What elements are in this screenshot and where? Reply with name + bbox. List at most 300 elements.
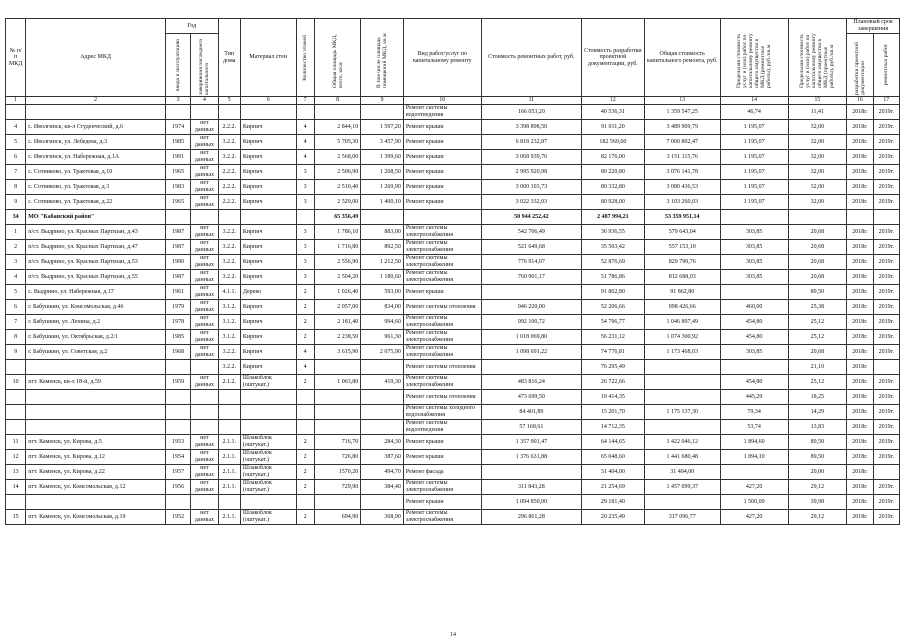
table-cell: 1985	[165, 330, 190, 345]
table-cell: 2.1.1.	[218, 510, 240, 525]
table-cell: 2018г.	[847, 495, 873, 510]
table-cell: Ремонт системы электроснабжения	[403, 345, 481, 360]
table-cell	[314, 360, 361, 375]
table-cell	[847, 210, 873, 225]
table-cell: Шлакоблок (оштукат.)	[240, 435, 296, 450]
table-cell: Дерево	[240, 285, 296, 300]
table-cell	[165, 105, 190, 120]
table-cell	[191, 495, 218, 510]
table-row	[6, 510, 900, 525]
table-cell: г. Бабушкин, ул. Советская, д.2	[26, 345, 166, 360]
table-cell: Ремонт фасада	[403, 465, 481, 480]
header-num: № п/п МКД	[6, 19, 26, 97]
table-cell	[296, 495, 314, 510]
table-cell: нет данных	[191, 480, 218, 495]
column-number: 4	[191, 97, 218, 105]
table-cell: 1968	[165, 345, 190, 360]
table-cell: 2	[296, 285, 314, 300]
table-cell	[191, 210, 218, 225]
table-cell: 2 506,90	[314, 165, 361, 180]
table-cell: 2019г.	[873, 330, 899, 345]
table-cell: 2.2.2.	[218, 195, 240, 210]
table-cell: нет данных	[191, 375, 218, 390]
column-number: 13	[644, 97, 720, 105]
table-cell: 387,60	[361, 450, 404, 465]
table-cell: 303,85	[720, 225, 788, 240]
table-cell: 32,00	[788, 165, 847, 180]
table-cell	[6, 360, 26, 375]
table-cell: нет данных	[191, 165, 218, 180]
table-cell: 1 195,07	[720, 120, 788, 135]
table-cell: 21,10	[788, 360, 847, 375]
table-cell	[240, 495, 296, 510]
table-cell: нет данных	[191, 180, 218, 195]
table-cell: 2019г.	[873, 435, 899, 450]
table-cell: 2019г.	[873, 120, 899, 135]
table-cell: 2 181,40	[314, 315, 361, 330]
table-cell: Ремонт системы электроснабжения	[403, 375, 481, 390]
table-cell: 82 176,00	[581, 150, 644, 165]
table-cell: 726,80	[314, 450, 361, 465]
column-number-row	[6, 97, 900, 105]
table-cell: 2 529,00	[314, 195, 361, 210]
table-cell: 26 722,66	[581, 375, 644, 390]
table-cell: 20,68	[788, 345, 847, 360]
table-cell: 89,50	[788, 435, 847, 450]
table-cell	[6, 420, 26, 435]
table-cell: 2019г.	[873, 255, 899, 270]
table-cell: 542 706,49	[481, 225, 581, 240]
table-cell	[644, 390, 720, 405]
table-cell	[361, 360, 404, 375]
table-cell: 2018г.	[847, 450, 873, 465]
table-row	[6, 150, 900, 165]
table-cell: Ремонт крыши	[403, 180, 481, 195]
table-cell	[361, 495, 404, 510]
table-cell: 21 254,69	[581, 480, 644, 495]
table-cell: 2 844,10	[314, 120, 361, 135]
table-cell: 1 026,40	[314, 285, 361, 300]
table-cell: 3.2.2.	[218, 150, 240, 165]
table-cell: 91 011,20	[581, 120, 644, 135]
column-number: 17	[873, 97, 899, 105]
table-cell: 25,12	[788, 315, 847, 330]
table-cell: 3.2.2.	[218, 255, 240, 270]
table-cell: 3.1.2.	[218, 330, 240, 345]
column-number: 7	[296, 97, 314, 105]
table-cell: 1956	[165, 480, 190, 495]
table-cell: 2 510,40	[314, 180, 361, 195]
table-cell: 454,80	[720, 315, 788, 330]
table-cell: г. Бабушкин, ул. Комсомольская, д.46	[26, 300, 166, 315]
table-cell	[6, 405, 26, 420]
table-cell: 1 457 099,37	[644, 480, 720, 495]
table-cell: 946 220,00	[481, 300, 581, 315]
table-cell: 2018г.	[847, 240, 873, 255]
table-cell: 2018г.	[847, 345, 873, 360]
header-year-build: ввода в эксплуатацию	[165, 34, 190, 97]
table-cell: 4	[6, 270, 26, 285]
table-cell: 1 074 300,92	[644, 330, 720, 345]
table-cell: 14 712,35	[581, 420, 644, 435]
table-cell	[218, 405, 240, 420]
table-cell: Ремонт системы холодного водоснабжения	[403, 405, 481, 420]
table-cell	[403, 210, 481, 225]
table-body	[6, 105, 900, 525]
table-cell: 4	[296, 345, 314, 360]
table-cell: 1 786,10	[314, 225, 361, 240]
table-cell: 89,50	[788, 285, 847, 300]
table-cell	[314, 420, 361, 435]
document-sheet	[5, 18, 900, 525]
table-cell: 1952	[165, 510, 190, 525]
table-cell	[218, 390, 240, 405]
table-cell: нет данных	[191, 435, 218, 450]
table-cell	[165, 390, 190, 405]
table-cell: 1965	[165, 195, 190, 210]
table-cell: 2	[296, 465, 314, 480]
table-cell: 9	[6, 195, 26, 210]
table-cell: Шлакоблок (оштукат.)	[240, 375, 296, 390]
table-cell: 25,12	[788, 330, 847, 345]
table-cell: 11	[6, 435, 26, 450]
table-cell: 8	[6, 180, 26, 195]
table-cell: 18,25	[788, 390, 847, 405]
table-cell: 2	[296, 435, 314, 450]
table-cell	[6, 390, 26, 405]
table-cell: 812 688,03	[644, 270, 720, 285]
table-cell: 3	[296, 240, 314, 255]
table-cell: 34	[6, 210, 26, 225]
table-cell: Кирпич	[240, 120, 296, 135]
table-cell	[720, 285, 788, 300]
table-cell: 1991	[165, 150, 190, 165]
table-cell: 9	[6, 345, 26, 360]
table-cell: 84 401,89	[481, 405, 581, 420]
table-cell	[218, 105, 240, 120]
table-cell: 317 096,77	[644, 510, 720, 525]
table-cell	[644, 375, 720, 390]
table-row	[6, 105, 900, 120]
table-row	[6, 450, 900, 465]
table-row	[6, 195, 900, 210]
table-cell: 6	[6, 300, 26, 315]
table-cell: 50 944 252,42	[481, 210, 581, 225]
table-cell: Шлакоблок (оштукат.)	[240, 480, 296, 495]
table-cell: 1974	[165, 120, 190, 135]
table-cell: 834,00	[361, 300, 404, 315]
table-cell: 1 046 897,49	[644, 315, 720, 330]
table-cell: Ремонт системы электроснабжения	[403, 315, 481, 330]
table-row	[6, 315, 900, 330]
table-cell: 2019г.	[873, 270, 899, 285]
table-cell: 2019г.	[873, 195, 899, 210]
table-cell: 1978	[165, 315, 190, 330]
table-cell: 3 489 909,79	[644, 120, 720, 135]
table-cell	[481, 465, 581, 480]
table-cell: 2019г.	[873, 480, 899, 495]
table-cell: 694,90	[314, 510, 361, 525]
table-cell: пгт. Каменск, кв-л 18-й, д.59	[26, 375, 166, 390]
table-cell: 284,30	[361, 435, 404, 450]
column-number: 15	[788, 97, 847, 105]
table-cell: Ремонт системы отопления	[403, 360, 481, 375]
table-cell: 2019г.	[873, 150, 899, 165]
table-cell: 2019г.	[873, 300, 899, 315]
table-cell	[314, 495, 361, 510]
table-cell: 2.1.1.	[218, 480, 240, 495]
table-cell: 5 705,30	[314, 135, 361, 150]
table-cell: 166 053,20	[481, 105, 581, 120]
table-cell	[218, 210, 240, 225]
table-cell: п/ст. Выдрино, ул. Красных Партизан, д.53	[26, 255, 166, 270]
table-cell: 32,00	[788, 150, 847, 165]
table-cell: 80 332,80	[581, 180, 644, 195]
table-cell: 2019г.	[873, 495, 899, 510]
table-cell: с. Иволгинск, ул. Лебедева, д.3	[26, 135, 166, 150]
table-cell: с. Иволгинск, ул. Набережная, д.1А	[26, 150, 166, 165]
column-number: 11	[481, 97, 581, 105]
table-cell: пгт. Каменск, ул. Комсомольская, д.19	[26, 510, 166, 525]
table-cell: 3 076 141,78	[644, 165, 720, 180]
table-cell: 1987	[165, 240, 190, 255]
table-cell: 883,00	[361, 225, 404, 240]
table-cell: Кирпич	[240, 255, 296, 270]
table-cell: 3	[6, 255, 26, 270]
table-cell: 2019г.	[873, 135, 899, 150]
table-cell: 2018г.	[847, 195, 873, 210]
table-cell	[873, 360, 899, 375]
table-cell: Ремонт системы электроснабжения	[403, 225, 481, 240]
table-cell: 760 901,17	[481, 270, 581, 285]
table-cell: г. Бабушкин, ул. Октябрьская, д.2/1	[26, 330, 166, 345]
table-cell	[191, 405, 218, 420]
table-cell: 2 995 920,98	[481, 165, 581, 180]
table-cell: 40 536,31	[581, 105, 644, 120]
table-cell: 91 862,80	[644, 285, 720, 300]
table-cell	[218, 420, 240, 435]
table-cell: п/ст. Выдрино, ул. Красных Партизан, д.47	[26, 240, 166, 255]
table-cell: 2019г.	[873, 225, 899, 240]
table-cell	[240, 405, 296, 420]
table-cell	[361, 210, 404, 225]
table-cell: 29,12	[788, 510, 847, 525]
table-cell: 5	[6, 135, 26, 150]
table-row	[6, 375, 900, 390]
table-cell: 1 094 850,00	[481, 495, 581, 510]
table-row	[6, 165, 900, 180]
table-cell	[644, 495, 720, 510]
table-cell: 3.2.2.	[218, 225, 240, 240]
table-cell: 4	[296, 360, 314, 375]
table-cell	[720, 360, 788, 375]
table-row	[6, 405, 900, 420]
table-cell: 2019г.	[873, 105, 899, 120]
table-cell: 716,70	[314, 435, 361, 450]
table-cell: 2018г.	[847, 300, 873, 315]
table-cell: 6	[6, 150, 26, 165]
table-cell: 2	[296, 300, 314, 315]
table-cell: 8	[6, 330, 26, 345]
table-cell	[26, 420, 166, 435]
table-cell	[296, 420, 314, 435]
table-cell	[26, 105, 166, 120]
table-row	[6, 210, 900, 225]
table-cell: 182 569,60	[581, 135, 644, 150]
table-cell: 3	[296, 165, 314, 180]
header-plan-term: Плановый срок завершения	[847, 19, 900, 34]
table-cell: 2018г.	[847, 180, 873, 195]
table-cell: 4.1.1.	[218, 285, 240, 300]
table-cell: 2018г.	[847, 135, 873, 150]
table-cell: 368,90	[361, 510, 404, 525]
table-cell: 998 426,66	[644, 300, 720, 315]
table-cell: 39,98	[788, 495, 847, 510]
table-cell: 2019г.	[873, 405, 899, 420]
page-number: 14	[450, 632, 456, 638]
table-cell: Кирпич	[240, 240, 296, 255]
table-cell: 2018г.	[847, 330, 873, 345]
table-cell: 3 103 260,03	[644, 195, 720, 210]
table-cell: 445,29	[720, 390, 788, 405]
table-cell: 20,68	[788, 240, 847, 255]
table-cell: Ремонт крыши	[403, 150, 481, 165]
table-row	[6, 300, 900, 315]
table-cell: Кирпич	[240, 330, 296, 345]
table-cell: 2019г.	[873, 315, 899, 330]
table-cell: Ремонт системы водоотведения	[403, 420, 481, 435]
table-cell: с. Сотниково, ул. Трактовая, д.10	[26, 165, 166, 180]
table-cell: 2018г.	[847, 420, 873, 435]
table-cell: 1 180,60	[361, 270, 404, 285]
table-cell: 2	[296, 315, 314, 330]
table-row	[6, 465, 900, 480]
column-number: 16	[847, 97, 873, 105]
column-number: 5	[218, 97, 240, 105]
table-cell: 31 404,00	[581, 465, 644, 480]
table-cell	[240, 420, 296, 435]
table-cell: 3.2.2.	[218, 360, 240, 375]
table-cell	[314, 390, 361, 405]
table-cell: 2019г.	[873, 285, 899, 300]
table-cell: 384,40	[361, 480, 404, 495]
table-cell: 3.2.2.	[218, 240, 240, 255]
table-cell: 1 268,50	[361, 165, 404, 180]
table-row	[6, 390, 900, 405]
table-cell: 1985	[165, 135, 190, 150]
table-cell	[165, 210, 190, 225]
table-cell	[26, 405, 166, 420]
table-cell	[26, 390, 166, 405]
table-cell: 2 487 994,21	[581, 210, 644, 225]
table-cell: 52 206,66	[581, 300, 644, 315]
table-cell: 20,00	[788, 465, 847, 480]
table-row	[6, 270, 900, 285]
table-row	[6, 180, 900, 195]
table-cell: 1 175 137,30	[644, 405, 720, 420]
table-cell: МО "Кабанский район"	[26, 210, 166, 225]
table-cell: 32,00	[788, 180, 847, 195]
table-cell: 1954	[165, 450, 190, 465]
table-cell: 53,74	[720, 420, 788, 435]
table-cell: 10	[6, 375, 26, 390]
table-cell: 1 195,07	[720, 150, 788, 165]
table-cell: 729,90	[314, 480, 361, 495]
table-cell: Кирпич	[240, 195, 296, 210]
table-cell: 1987	[165, 225, 190, 240]
table-cell: 2.1.1.	[218, 450, 240, 465]
table-cell	[361, 420, 404, 435]
table-cell: 5	[6, 285, 26, 300]
table-row	[6, 135, 900, 150]
table-row	[6, 240, 900, 255]
table-row	[6, 435, 900, 450]
column-number: 10	[403, 97, 481, 105]
table-cell: Кирпич	[240, 225, 296, 240]
header-total-area: Общая площадь МКД, всего, кв.м	[314, 19, 361, 97]
table-cell: 57 168,61	[481, 420, 581, 435]
table-cell: 2 075,90	[361, 345, 404, 360]
table-cell	[191, 360, 218, 375]
table-cell	[361, 390, 404, 405]
table-cell: нет данных	[191, 150, 218, 165]
table-cell: 2019г.	[873, 165, 899, 180]
table-cell: нет данных	[191, 300, 218, 315]
table-cell: с. Сотниково, ул. Трактовая, д.22	[26, 195, 166, 210]
table-cell: 2 057,00	[314, 300, 361, 315]
table-cell: Ремонт системы электроснабжения	[403, 480, 481, 495]
table-cell	[296, 105, 314, 120]
table-cell: 1 597,20	[361, 120, 404, 135]
table-cell: 1 195,07	[720, 180, 788, 195]
header-house-type: Тип дома	[218, 19, 240, 97]
table-row	[6, 255, 900, 270]
table-cell: Ремонт крыши	[403, 195, 481, 210]
table-cell: 460,00	[720, 300, 788, 315]
header-living-area: В том числе площадь помещений МКД, кв.м	[361, 19, 404, 97]
table-cell: 776 914,07	[481, 255, 581, 270]
table-cell: 521 649,68	[481, 240, 581, 255]
table-cell: 51 786,86	[581, 270, 644, 285]
table-cell: Ремонт системы отопления	[403, 390, 481, 405]
table-cell: 1 441 680,48	[644, 450, 720, 465]
table-cell: 1 269,90	[361, 180, 404, 195]
table-cell: 20 235,49	[581, 510, 644, 525]
table-cell: нет данных	[191, 465, 218, 480]
table-cell: Кирпич	[240, 270, 296, 285]
table-cell: Ремонт крыши	[403, 135, 481, 150]
table-cell: 1 894,10	[720, 450, 788, 465]
table-cell: 35 503,42	[581, 240, 644, 255]
table-cell	[296, 405, 314, 420]
header-limit-unit: Предельная стоимость услуг и (или) работ по капитальному ремонту общего имущества в МКД (ремонтные работы), руб./кв.м	[720, 19, 788, 97]
table-cell: 89,50	[788, 450, 847, 465]
header-limit-design: Предельная стоимость услуг и (или) работ по капитальному ремонту общего имущества в МКД (проектные работы), руб./кв.м	[788, 19, 847, 97]
table-cell: 311 843,28	[481, 480, 581, 495]
table-cell: Ремонт системы электроснабжения	[403, 270, 481, 285]
table-cell: Кирпич	[240, 150, 296, 165]
table-cell: 483 816,24	[481, 375, 581, 390]
table-cell: 2018г.	[847, 105, 873, 120]
column-number: 8	[314, 97, 361, 105]
table-cell: с. Выдрино, ул. Набережная, д.17	[26, 285, 166, 300]
header-floors: Количество этажей	[296, 19, 314, 97]
table-cell: 2018г.	[847, 390, 873, 405]
table-row	[6, 120, 900, 135]
table-cell	[26, 360, 166, 375]
header-design-docs: разработки проектной документации	[847, 34, 873, 97]
table-cell: 1961	[165, 285, 190, 300]
